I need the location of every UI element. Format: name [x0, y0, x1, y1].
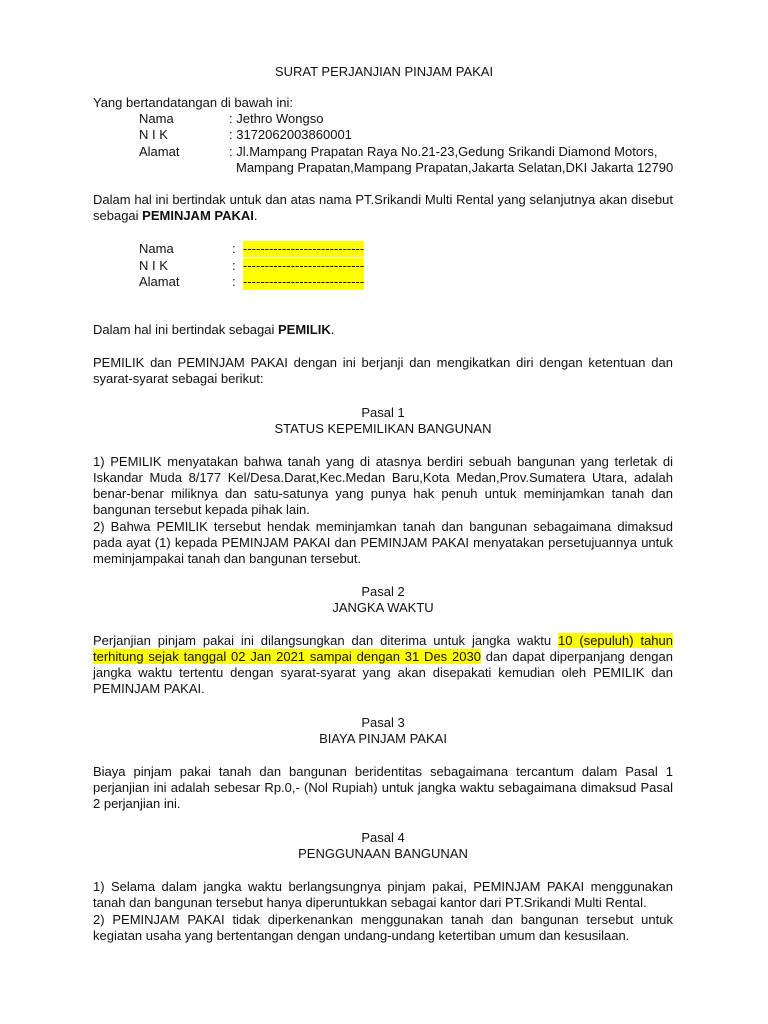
pasal4-paragraph-1: 1) Selama dalam jangka waktu berlangsungnya pinjam pakai, PEMINJAM PAKAI menggunakan tanah dan bangunan tersebut hanya diperuntukkan sebagai kantor dari PT.Srikandi Multi Rental.: [93, 879, 673, 910]
pasal2-heading: JANGKA WAKTU: [332, 600, 434, 615]
pasal2-paragraph: [93, 633, 673, 697]
party2-alamat-colon: :: [232, 274, 236, 289]
party2-nama-blank: ----------------------------: [243, 241, 365, 256]
party1-alamat-label: Alamat: [139, 144, 180, 159]
pasal2-number: Pasal 2: [361, 584, 405, 599]
pasal1-paragraph-1: 1) PEMILIK menyatakan bahwa tanah yang di atasnya berdiri sebuah bangunan yang terletak di Iskandar Muda 8/177 Kel/Desa.Darat,Kec.Medan Baru,Kota Medan,Prov.Sumatera Utara, adalah benar-benar miliknya dan satu-satunya yang punya hak penuh untuk meminjamkan tanah dan bangunan tersebut kepada pihak lain.: [93, 454, 673, 517]
party2-role-end: .: [330, 322, 335, 337]
party1-alamat-value-line1: : Jl.Mampang Prapatan Raya No.21-23,Gedung Srikandi Diamond Motors,: [229, 144, 658, 159]
pasal2-highlighted-period: 10 (sepuluh) tahun terhitung sejak tanggal 02 Jan 2021 sampai dengan 31 Des 2030: [93, 633, 673, 664]
party1-nik-label: N I K: [139, 127, 168, 142]
party2-role-paragraph: [93, 322, 673, 338]
party1-role-bold: PEMINJAM PAKAI: [142, 208, 254, 223]
party1-nama-label: Nama: [139, 111, 174, 126]
party2-nik-colon: :: [232, 258, 236, 273]
pasal1-paragraph-2: 2) Bahwa PEMILIK tersebut hendak meminjamkan tanah dan bangunan sebagaimana dimaksud pada ayat (1) kepada PEMINJAM PAKAI dan PEMINJAM PAKAI menyatakan persetujuannya untuk meminjampakai tanah dan bangunan tersebut.: [93, 519, 673, 566]
agreement-paragraph: PEMILIK dan PEMINJAM PAKAI dengan ini berjanji dan mengikatkan diri dengan ketentuan dan syarat-syarat sebagai berikut:: [93, 355, 673, 386]
pasal4-heading: PENGGUNAAN BANGUNAN: [298, 846, 468, 861]
party2-nama-colon: :: [232, 241, 236, 256]
intro-text: Yang bertandatangan di bawah ini:: [93, 95, 293, 110]
pasal3-heading: BIAYA PINJAM PAKAI: [319, 731, 447, 746]
party1-nik-value: : 3172062003860001: [229, 127, 352, 142]
pasal3-paragraph: Biaya pinjam pakai tanah dan bangunan beridentitas sebagaimana tercantum dalam Pasal 1 perjanjian ini adalah sebesar Rp.0,- (Nol Rupiah) untuk jangka waktu sebagaimana dimaksud Pasal 2 perjanjian ini.: [93, 764, 673, 811]
pasal1-number: Pasal 1: [361, 405, 405, 420]
pasal1-heading: STATUS KEPEMILIKAN BANGUNAN: [274, 421, 492, 436]
party2-role-text: Dalam hal ini bertindak sebagai: [93, 322, 278, 337]
party2-nik-label: N I K: [139, 258, 168, 273]
party2-alamat-blank: ----------------------------: [243, 274, 365, 289]
party1-role-end: .: [253, 208, 258, 223]
party1-alamat-value-line2: Mampang Prapatan,Mampang Prapatan,Jakarta Selatan,DKI Jakarta 12790: [236, 160, 674, 175]
pasal4-number: Pasal 4: [361, 830, 405, 845]
party1-role-paragraph: [93, 192, 673, 224]
pasal2-text-pre: Perjanjian pinjam pakai ini dilangsungkan dan diterima untuk jangka waktu: [93, 633, 559, 648]
party2-alamat-label: Alamat: [139, 274, 180, 289]
party2-nik-blank: ----------------------------: [243, 258, 365, 273]
party2-nama-label: Nama: [139, 241, 174, 256]
party2-role-bold: PEMILIK: [278, 322, 331, 337]
document-title: SURAT PERJANJIAN PINJAM PAKAI: [274, 64, 494, 79]
pasal2-text-post: dan dapat diperpanjang dengan jangka waktu tertentu dengan syarat-syarat yang akan disepakati kemudian oleh PEMILIK dan PEMINJAM PAKAI.: [93, 649, 673, 696]
pasal3-number: Pasal 3: [361, 715, 405, 730]
pasal4-paragraph-2: 2) PEMINJAM PAKAI tidak diperkenankan menggunakan tanah dan bangunan tersebut untuk kegiatan usaha yang bertentangan dengan undang-undang ketertiban umum dan kesusilaan.: [93, 912, 673, 943]
party1-role-text: Dalam hal ini bertindak untuk dan atas nama PT.Srikandi Multi Rental yang selanjutnya akan disebut sebagai: [93, 192, 673, 223]
party1-nama-value: : Jethro Wongso: [229, 111, 324, 126]
